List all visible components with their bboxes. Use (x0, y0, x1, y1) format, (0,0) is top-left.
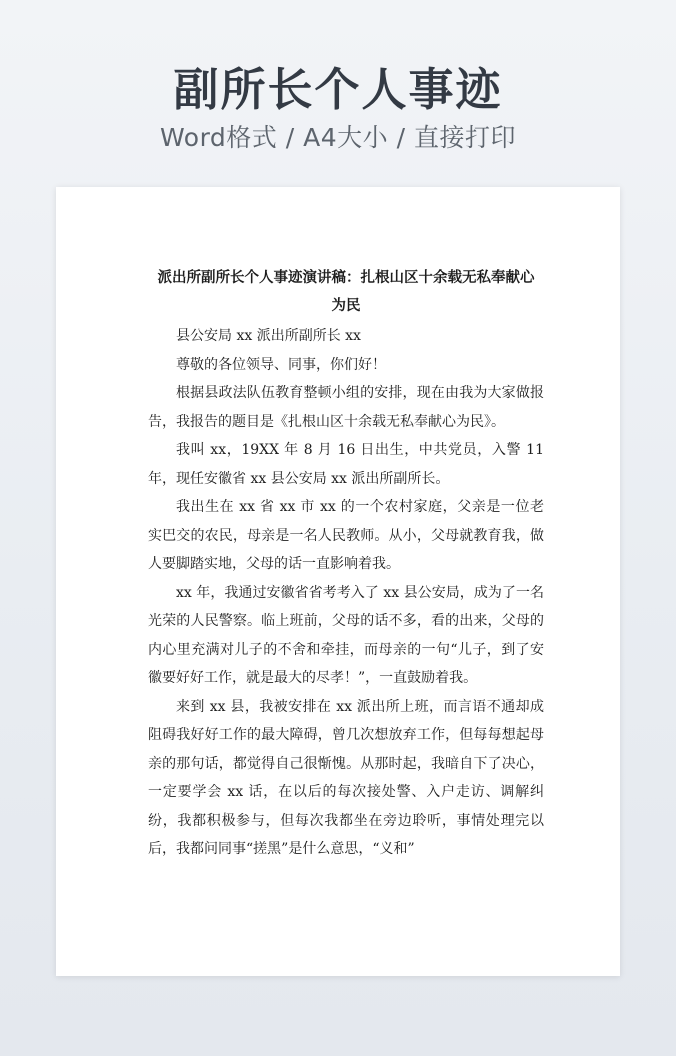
document-page (56, 187, 620, 976)
page-title: 副所长个人事迹 (173, 63, 503, 116)
page-header (0, 62, 676, 158)
paragraph: 来到 xx 县，我被安排在 xx 派出所上班，而言语不通却成阻碍我好好工作的最大障碍，曾几次想放弃工作，但每每想起母亲的那句话，都觉得自己很惭愧。从那时起，我暗自下了决心，一定要学会 xx 话，在以后的每次接处警、入户走访、调解纠纷，我都积极参与，但每次我都坐在旁边聆听，事情处理完以后，我都问同事“搓黑”是什么意思，“义和” (148, 698, 544, 857)
document-title-line1: 派出所副所长个人事迹演讲稿：扎根山区十余载无私奉献心 (157, 269, 535, 286)
paragraph: 我叫 xx，19XX 年 8 月 16 日出生，中共党员，入警 11 年，现任安徽省 xx 县公安局 xx 派出所副所长。 (148, 442, 544, 487)
page-subtitle: Word格式 / A4大小 / 直接打印 (160, 123, 516, 152)
paragraph: 我出生在 xx 省 xx 市 xx 的一个农村家庭，父亲是一位老实巴交的农民，母亲是一名人民教师。从小，父母就教育我，做人要脚踏实地，父母的话一直影响着我。 (148, 499, 544, 572)
document-title-line2: 为民 (331, 297, 361, 314)
paragraph: 县公安局 xx 派出所副所长 xx (176, 328, 361, 344)
paragraph: 根据县政法队伍教育整顿小组的安排，现在由我为大家做报告，我报告的题目是《扎根山区十余载无私奉献心为民》。 (148, 385, 544, 430)
paragraph: 尊敬的各位领导、同事，你们好！ (176, 356, 386, 373)
paragraph: xx 年，我通过安徽省省考考入了 xx 县公安局，成为了一名光荣的人民警察。临上班前，父母的话不多，看的出来，父母的内心里充满对儿子的不舍和牵挂，而母亲的一句“儿子，到了安徽要好好工作，就是最大的尽孝！”，一直鼓励着我。 (148, 584, 544, 686)
document-content (148, 264, 544, 864)
document-title (148, 264, 544, 320)
